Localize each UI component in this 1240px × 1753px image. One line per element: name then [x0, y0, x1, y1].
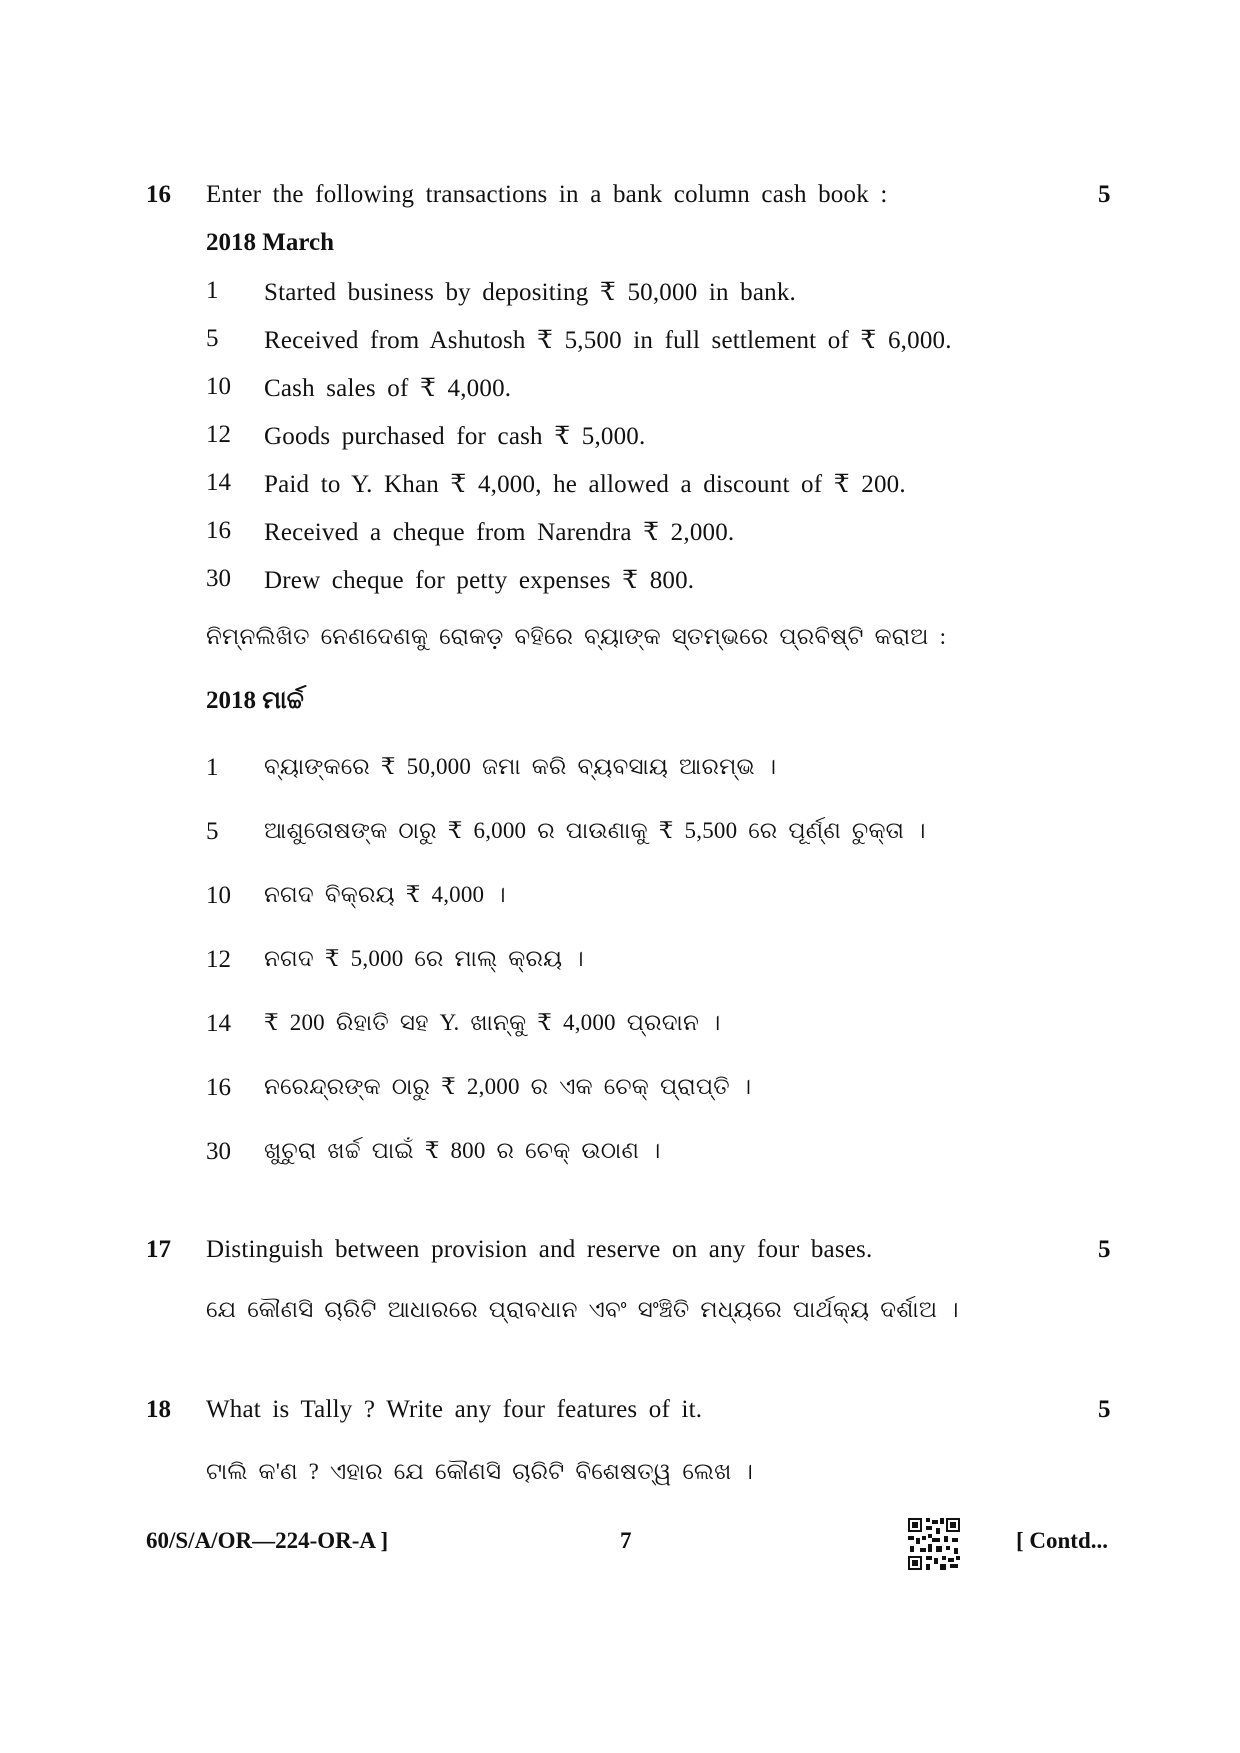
entry-day: 14	[206, 469, 231, 496]
entry-day: 16	[206, 1074, 231, 1101]
question-17-text: Distinguish between provision and reserve on any four bases.	[206, 1236, 873, 1263]
question-18-text: What is Tally ? Write any four features of it.	[206, 1396, 703, 1423]
question-18-marks: 5	[1098, 1396, 1111, 1423]
entry-day: 10	[206, 882, 231, 909]
question-16-text-odia: ନିମ୍ନଲିଖିତ ନେଣଦେଣକୁ ରୋକଡ଼ ବହିରେ ବ୍ୟାଙ୍କ ସ୍ତମ୍ଭରେ ପ୍ରବିଷ୍ଟି କରାଅ :	[206, 624, 947, 649]
entry-day: 1	[206, 277, 219, 304]
qr-code-icon	[908, 1518, 960, 1570]
entry-day: 5	[206, 325, 219, 352]
entry-day: 14	[206, 1010, 231, 1037]
entry-text: Received a cheque from Narendra ₹ 2,000.	[264, 519, 735, 546]
question-17-marks: 5	[1098, 1236, 1111, 1263]
entry-day: 16	[206, 517, 231, 544]
question-17-text-odia: ଯେ କୌଣସି ଚାରିଟି ଆଧାରରେ ପ୍ରାବଧାନ ଏବଂ ସଂଞ୍ଚିତି ମଧ୍ୟରେ ପାର୍ଥକ୍ୟ ଦର୍ଶାଅ ।	[206, 1297, 959, 1322]
entry-text: ବ୍ୟାଙ୍କରେ ₹ 50,000 ଜମା କରି ବ୍ୟବସାୟ ଆରମ୍ଭ ।	[264, 754, 777, 779]
question-18-number: 18	[146, 1396, 171, 1423]
entry-text: ନରେନ୍ଦ୍ରଙ୍କ ଠାରୁ ₹ 2,000 ର ଏକ ଚେକ୍ ପ୍ରାପ୍ତି ।	[264, 1074, 752, 1099]
entry-text: Paid to Y. Khan ₹ 4,000, he allowed a discount of ₹ 200.	[264, 471, 906, 498]
entry-day: 30	[206, 565, 231, 592]
footer-page-number: 7	[620, 1528, 632, 1553]
entry-text: Goods purchased for cash ₹ 5,000.	[264, 423, 646, 450]
entry-text: ନଗଦ ₹ 5,000 ରେ ମାଲ୍ କ୍ରୟ ।	[264, 946, 584, 971]
entry-text: ₹ 200 ରିହାତି ସହ Y. ଖାନ୍‌କୁ ₹ 4,000 ପ୍ରଦାନ ।	[264, 1010, 721, 1035]
entry-text: ନଗଦ ବିକ୍ରୟ ₹ 4,000 ।	[264, 882, 506, 907]
question-16-marks: 5	[1098, 181, 1111, 208]
entry-text: Received from Ashutosh ₹ 5,500 in full settlement of ₹ 6,000.	[264, 327, 952, 354]
entry-day: 1	[206, 754, 219, 781]
entry-day: 5	[206, 818, 219, 845]
question-17-number: 17	[146, 1236, 171, 1263]
footer-paper-code: 60/S/A/OR—224-OR-A ]	[146, 1528, 389, 1553]
entry-text: ଖୁଚୁରା ଖର୍ଚ୍ଚ ପାଇଁ ₹ 800 ର ଚେକ୍ ଉଠାଣ ।	[264, 1138, 661, 1163]
entry-day: 12	[206, 946, 231, 973]
entry-text: Started business by depositing ₹ 50,000 in bank.	[264, 279, 797, 306]
entry-text: Cash sales of ₹ 4,000.	[264, 375, 512, 402]
entry-day: 30	[206, 1138, 231, 1165]
question-16-year-en: 2018 March	[206, 229, 334, 256]
question-16-text: Enter the following transactions in a bank column cash book :	[206, 181, 888, 208]
question-16-number: 16	[146, 181, 171, 208]
footer-contd: [ Contd...	[1016, 1528, 1109, 1553]
entry-text: ଆଶୁତୋଷଙ୍କ ଠାରୁ ₹ 6,000 ର ପାଉଣାକୁ ₹ 5,500 ରେ ପୂର୍ଣ୍ଣ ଚୁକ୍ତା ।	[264, 818, 926, 843]
question-16-year-odia: 2018 ମାର୍ଚ୍ଚ	[206, 687, 304, 714]
entry-day: 12	[206, 421, 231, 448]
entry-text: Drew cheque for petty expenses ₹ 800.	[264, 567, 695, 594]
question-18-text-odia: ଟାଲି କ'ଣ ? ଏହାର ଯେ କୌଣସି ଚାରିଟି ବିଶେଷତ୍ୱ ଲେଖ ।	[206, 1459, 754, 1484]
entry-day: 10	[206, 373, 231, 400]
